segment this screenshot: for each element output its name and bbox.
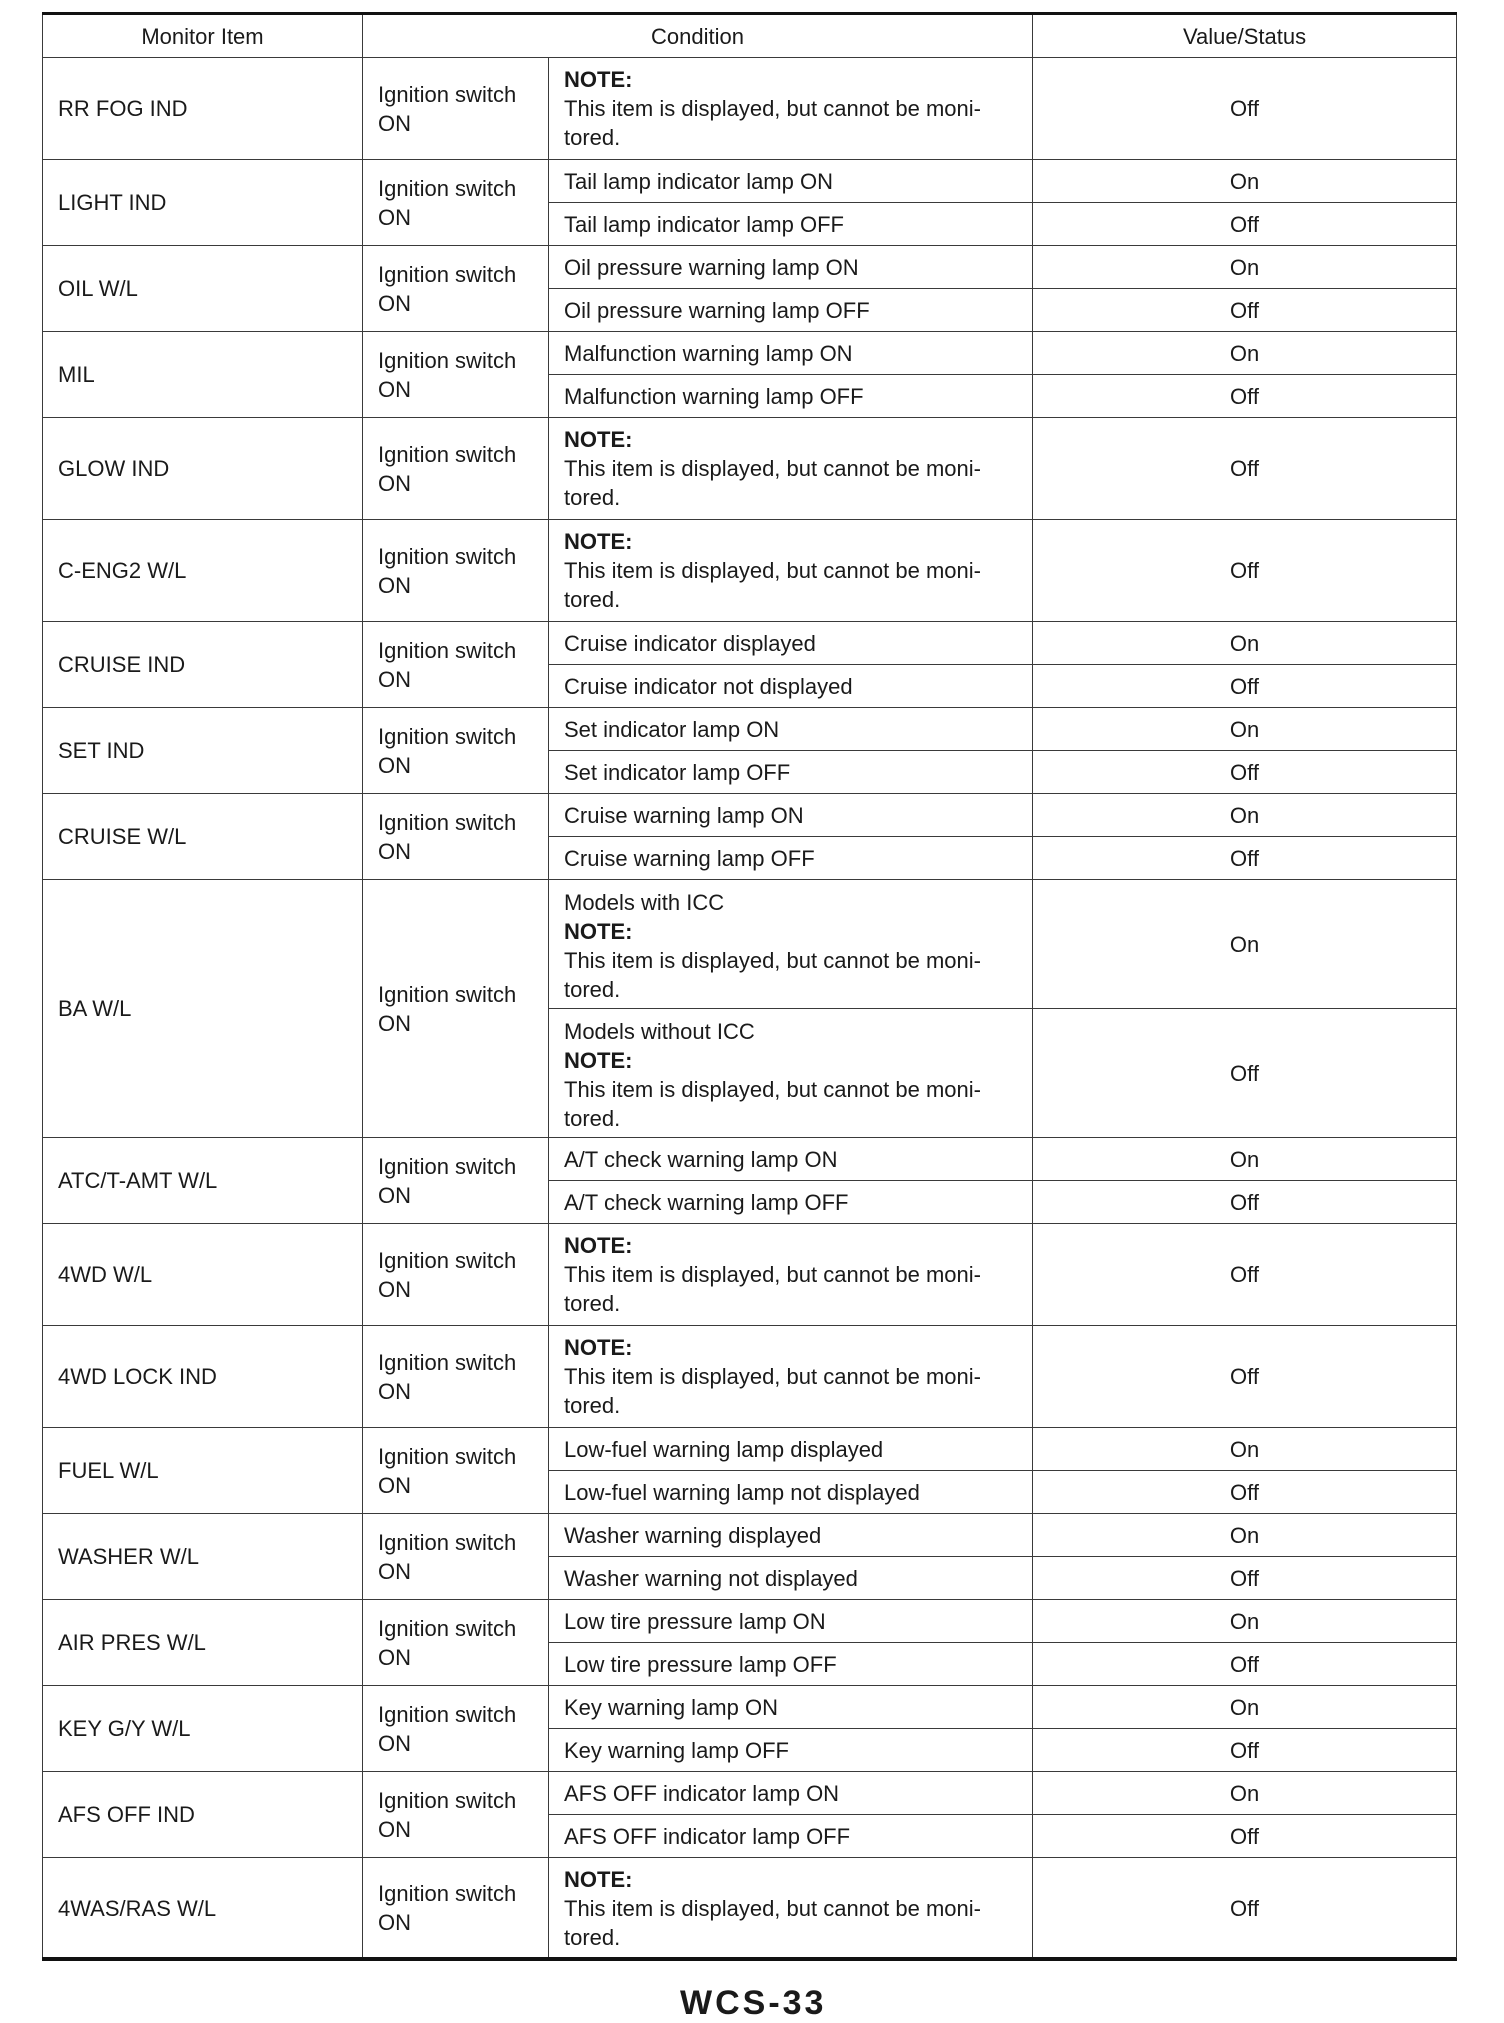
condition-cell: Ignition switch ON [363, 794, 549, 880]
table-row [43, 880, 1457, 1009]
note-label: NOTE: [564, 919, 633, 944]
monitor-item-cell: FUEL W/L [43, 1428, 363, 1514]
monitor-item-cell: SET IND [43, 708, 363, 794]
condition-detail-text: Tail lamp indicator lamp OFF [564, 211, 844, 237]
table-row [43, 1686, 1457, 1729]
condition-cell: Ignition switch ON [363, 160, 549, 246]
value-status-cell: On [1033, 708, 1457, 751]
value-status-cell: Off [1033, 837, 1457, 880]
value-status-cell: On [1033, 1686, 1457, 1729]
condition-detail-text: Low tire pressure lamp OFF [564, 1651, 837, 1677]
note-label: NOTE: [564, 1048, 633, 1073]
condition-detail-text: Set indicator lamp ON [564, 716, 780, 742]
table-row [43, 1428, 1457, 1471]
value-status-cell: Off [1033, 1557, 1457, 1600]
condition-detail-text: This item is displayed, but cannot be moni- tored. [564, 558, 981, 612]
condition-detail-text: Key warning lamp ON [564, 1694, 778, 1720]
monitor-item-cell: C-ENG2 W/L [43, 520, 363, 622]
condition-detail-cell [549, 1138, 1033, 1181]
condition-detail-cell [549, 708, 1033, 751]
table-row [43, 622, 1457, 665]
condition-cell: Ignition switch ON [363, 1858, 549, 1960]
note-label: NOTE: [564, 67, 633, 92]
condition-detail-cell [549, 1181, 1033, 1224]
table-row [43, 1224, 1457, 1326]
value-status-cell: Off [1033, 520, 1457, 622]
condition-detail-cell [549, 520, 1033, 622]
monitor-item-cell: AIR PRES W/L [43, 1600, 363, 1686]
condition-cell: Ignition switch ON [363, 1686, 549, 1772]
value-status-cell: On [1033, 246, 1457, 289]
value-status-cell: On [1033, 1428, 1457, 1471]
condition-detail-text: Cruise indicator not displayed [564, 673, 853, 699]
condition-detail-text: This item is displayed, but cannot be moni- tored. [564, 1262, 981, 1316]
condition-detail-cell [549, 1428, 1033, 1471]
value-status-cell: On [1033, 1772, 1457, 1815]
value-status-cell: On [1033, 622, 1457, 665]
monitor-item-cell: 4WAS/RAS W/L [43, 1858, 363, 1960]
condition-cell: Ignition switch ON [363, 246, 549, 332]
monitor-item-cell: OIL W/L [43, 246, 363, 332]
value-status-cell: Off [1033, 751, 1457, 794]
value-status-cell: Off [1033, 1326, 1457, 1428]
monitor-item-cell: 4WD W/L [43, 1224, 363, 1326]
value-status-cell: On [1033, 332, 1457, 375]
note-label: NOTE: [564, 427, 633, 452]
condition-cell: Ignition switch ON [363, 1138, 549, 1224]
page-reference: WCS-33 [680, 1984, 827, 2022]
condition-detail-text: A/T check warning lamp ON [564, 1146, 838, 1172]
condition-detail-cell [549, 203, 1033, 246]
condition-detail-text: This item is displayed, but cannot be moni- tored. [564, 948, 981, 1002]
condition-detail-cell [549, 332, 1033, 375]
value-status-cell: Off [1033, 1729, 1457, 1772]
condition-detail-text: Tail lamp indicator lamp ON [564, 168, 833, 194]
condition-detail-text: Oil pressure warning lamp OFF [564, 297, 870, 323]
value-status-cell: Off [1033, 1471, 1457, 1514]
value-status-cell: Off [1033, 1643, 1457, 1686]
condition-detail-text: This item is displayed, but cannot be moni- tored. [564, 96, 981, 150]
condition-detail-text: Cruise warning lamp OFF [564, 845, 815, 871]
condition-cell: Ignition switch ON [363, 1326, 549, 1428]
value-status-cell: Off [1033, 289, 1457, 332]
condition-detail-cell [549, 1772, 1033, 1815]
table-row [43, 520, 1457, 622]
condition-detail-cell [549, 58, 1033, 160]
value-status-cell: Off [1033, 375, 1457, 418]
value-status-cell: On [1033, 794, 1457, 837]
table-row [43, 418, 1457, 520]
condition-cell: Ignition switch ON [363, 1600, 549, 1686]
condition-detail-cell [549, 1326, 1033, 1428]
monitor-item-cell: 4WD LOCK IND [43, 1326, 363, 1428]
condition-detail-cell [549, 246, 1033, 289]
condition-model: Models with ICC [564, 890, 725, 915]
table-row [43, 1772, 1457, 1815]
condition-cell: Ignition switch ON [363, 418, 549, 520]
footer-rule [42, 1957, 1456, 1960]
condition-detail-text: Set indicator lamp OFF [564, 759, 791, 785]
condition-detail-cell [549, 665, 1033, 708]
condition-cell: Ignition switch ON [363, 520, 549, 622]
condition-detail-text: A/T check warning lamp OFF [564, 1189, 849, 1215]
condition-cell: Ignition switch ON [363, 1428, 549, 1514]
condition-detail-cell [549, 1858, 1033, 1960]
condition-detail-text: Washer warning not displayed [564, 1565, 858, 1591]
condition-detail-cell [549, 880, 1033, 1009]
header-value-status: Value/Status [1033, 14, 1457, 58]
condition-detail-cell [549, 622, 1033, 665]
table-row [43, 1858, 1457, 1960]
condition-detail-cell [549, 1643, 1033, 1686]
condition-detail-cell [549, 1471, 1033, 1514]
table-row [43, 1514, 1457, 1557]
table-row [43, 160, 1457, 203]
condition-detail-text: This item is displayed, but cannot be moni- tored. [564, 1364, 981, 1418]
value-status-cell: On [1033, 1514, 1457, 1557]
value-status-cell: Off [1033, 1181, 1457, 1224]
condition-detail-text: Washer warning displayed [564, 1522, 822, 1548]
condition-detail-text: This item is displayed, but cannot be moni- tored. [564, 1895, 981, 1950]
monitor-item-cell: KEY G/Y W/L [43, 1686, 363, 1772]
monitor-item-cell: MIL [43, 332, 363, 418]
condition-cell: Ignition switch ON [363, 622, 549, 708]
value-status-cell: On [1033, 1138, 1457, 1181]
note-label: NOTE: [564, 1233, 633, 1258]
condition-cell: Ignition switch ON [363, 58, 549, 160]
condition-detail-text: This item is displayed, but cannot be moni- tored. [564, 1077, 981, 1131]
monitor-item-cell: CRUISE IND [43, 622, 363, 708]
table-row [43, 794, 1457, 837]
value-status-cell: Off [1033, 1009, 1457, 1138]
condition-detail-text: AFS OFF indicator lamp OFF [564, 1823, 851, 1849]
condition-detail-cell [549, 751, 1033, 794]
condition-detail-cell [549, 289, 1033, 332]
condition-detail-text: Low-fuel warning lamp displayed [564, 1436, 884, 1462]
condition-detail-text: Oil pressure warning lamp ON [564, 254, 859, 280]
condition-detail-cell [549, 375, 1033, 418]
monitor-item-cell: ATC/T-AMT W/L [43, 1138, 363, 1224]
value-status-cell: Off [1033, 665, 1457, 708]
condition-cell: Ignition switch ON [363, 332, 549, 418]
value-status-cell: Off [1033, 1815, 1457, 1858]
note-label: NOTE: [564, 529, 633, 554]
condition-cell: Ignition switch ON [363, 1224, 549, 1326]
condition-detail-cell [549, 418, 1033, 520]
monitor-item-cell: RR FOG IND [43, 58, 363, 160]
condition-detail-cell [549, 1009, 1033, 1138]
condition-detail-cell [549, 1729, 1033, 1772]
condition-detail-cell [549, 837, 1033, 880]
value-status-cell: On [1033, 1600, 1457, 1643]
value-status-cell: Off [1033, 58, 1457, 160]
table-row [43, 1138, 1457, 1181]
table-row [43, 708, 1457, 751]
condition-detail-text: Low tire pressure lamp ON [564, 1608, 826, 1634]
condition-cell: Ignition switch ON [363, 708, 549, 794]
condition-cell: Ignition switch ON [363, 1772, 549, 1858]
condition-detail-cell [549, 1514, 1033, 1557]
monitor-item-table [42, 12, 1457, 1961]
value-status-cell: On [1033, 880, 1457, 1009]
monitor-item-cell: BA W/L [43, 880, 363, 1138]
table-row [43, 1600, 1457, 1643]
condition-detail-text: Malfunction warning lamp ON [564, 340, 853, 366]
note-label: NOTE: [564, 1335, 633, 1360]
condition-cell: Ignition switch ON [363, 880, 549, 1138]
header-monitor-item: Monitor Item [43, 14, 363, 58]
condition-detail-cell [549, 1224, 1033, 1326]
monitor-item-cell: LIGHT IND [43, 160, 363, 246]
condition-model: Models without ICC [564, 1019, 755, 1044]
condition-detail-text: Key warning lamp OFF [564, 1737, 789, 1763]
condition-detail-text: Cruise indicator displayed [564, 630, 816, 656]
value-status-cell: On [1033, 160, 1457, 203]
header-condition: Condition [363, 14, 1033, 58]
condition-detail-text: Malfunction warning lamp OFF [564, 383, 864, 409]
table-row [43, 58, 1457, 160]
condition-detail-cell [549, 1686, 1033, 1729]
table-row [43, 246, 1457, 289]
condition-detail-cell [549, 160, 1033, 203]
condition-detail-cell [549, 794, 1033, 837]
note-label: NOTE: [564, 1866, 633, 1892]
value-status-cell: Off [1033, 1858, 1457, 1960]
table-header-row [43, 14, 1457, 58]
table-body [43, 58, 1457, 1960]
monitor-item-cell: AFS OFF IND [43, 1772, 363, 1858]
monitor-item-cell: CRUISE W/L [43, 794, 363, 880]
value-status-cell: Off [1033, 418, 1457, 520]
condition-detail-cell [549, 1815, 1033, 1858]
condition-detail-text: Low-fuel warning lamp not displayed [564, 1479, 920, 1505]
condition-detail-text: This item is displayed, but cannot be moni- tored. [564, 456, 981, 510]
condition-detail-cell [549, 1600, 1033, 1643]
table-row [43, 1326, 1457, 1428]
condition-detail-cell [549, 1557, 1033, 1600]
value-status-cell: Off [1033, 203, 1457, 246]
condition-cell: Ignition switch ON [363, 1514, 549, 1600]
condition-detail-text: Cruise warning lamp ON [564, 802, 804, 828]
monitor-item-cell: WASHER W/L [43, 1514, 363, 1600]
monitor-item-cell: GLOW IND [43, 418, 363, 520]
table-row [43, 332, 1457, 375]
condition-detail-text: AFS OFF indicator lamp ON [564, 1780, 840, 1806]
value-status-cell: Off [1033, 1224, 1457, 1326]
